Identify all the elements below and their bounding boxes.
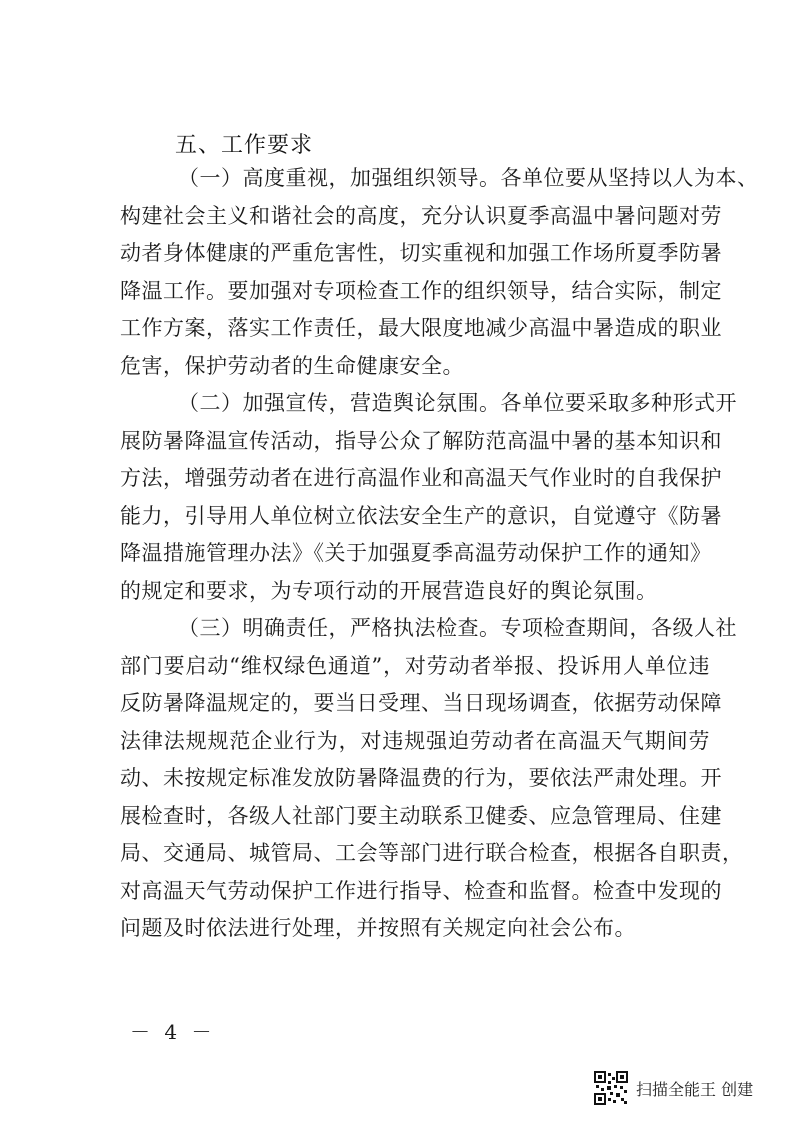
paragraph-line: 方法，增强劳动者在进行高温作业和高温天气作业时的自我保护 xyxy=(120,466,722,490)
paragraph-line: （二）加强宣传，营造舆论氛围。各单位要采取多种形式开 xyxy=(178,391,737,415)
paragraph-line: 工作方案，落实工作责任，最大限度地减少高温中暑造成的职业 xyxy=(120,316,722,340)
scanner-watermark xyxy=(594,1066,784,1110)
paragraph-line: 动者身体健康的严重危害性，切实重视和加强工作场所夏季防暑 xyxy=(120,241,722,265)
qr-code-icon xyxy=(594,1071,628,1105)
paragraph-line: 展防暑降温宣传活动，指导公众了解防范高温中暑的基本知识和 xyxy=(120,428,722,453)
paragraph-line: 法律法规规范企业行为，对违规强迫劳动者在高温天气期间劳 xyxy=(120,728,710,753)
paragraph-line: （三）明确责任，严格执法检查。专项检查期间，各级人社 xyxy=(178,616,737,640)
paragraph-line: 的规定和要求，为专项行动的开展营造良好的舆论氛围。 xyxy=(120,578,658,603)
paragraph-line: 部门要启动“维权绿色通道”，对劳动者举报、投诉用人单位违 xyxy=(120,653,710,678)
paragraph-line: 能力，引导用人单位树立依法安全生产的意识，自觉遵守《防暑 xyxy=(120,503,722,528)
paragraph-line: 局、交通局、城管局、工会等部门进行联合检查，根据各自职责， xyxy=(120,841,744,865)
paragraph-line: 问题及时依法进行处理，并按照有关规定向社会公布。 xyxy=(120,916,636,940)
paragraph-line: 对高温天气劳动保护工作进行指导、检查和监督。检查中发现的 xyxy=(120,878,722,903)
paragraph-line: 构建社会主义和谐社会的高度，充分认识夏季高温中暑问题对劳 xyxy=(120,203,722,228)
paragraph-line: 危害，保护劳动者的生命健康安全。 xyxy=(120,353,464,378)
paragraph-line: 反防暑降温规定的，要当日受理、当日现场调查，依据劳动保障 xyxy=(120,691,722,715)
paragraph-line: （一）高度重视，加强组织领导。各单位要从坚持以人为本、 xyxy=(178,166,759,190)
paragraph-line: 动、未按规定标准发放防暑降温费的行为，要依法严肃处理。开 xyxy=(120,766,722,790)
paragraph-line: 展检查时，各级人社部门要主动联系卫健委、应急管理局、住建 xyxy=(120,803,722,828)
page-number: － 4 － xyxy=(130,1019,216,1044)
section-heading: 五、工作要求 xyxy=(175,133,314,158)
watermark-text: 扫描全能王 创建 xyxy=(636,1079,754,1099)
paragraph-line: 降温措施管理办法》《关于加强夏季高温劳动保护工作的通知》 xyxy=(120,541,712,565)
paragraph-line: 降温工作。要加强对专项检查工作的组织领导，结合实际，制定 xyxy=(120,278,722,303)
